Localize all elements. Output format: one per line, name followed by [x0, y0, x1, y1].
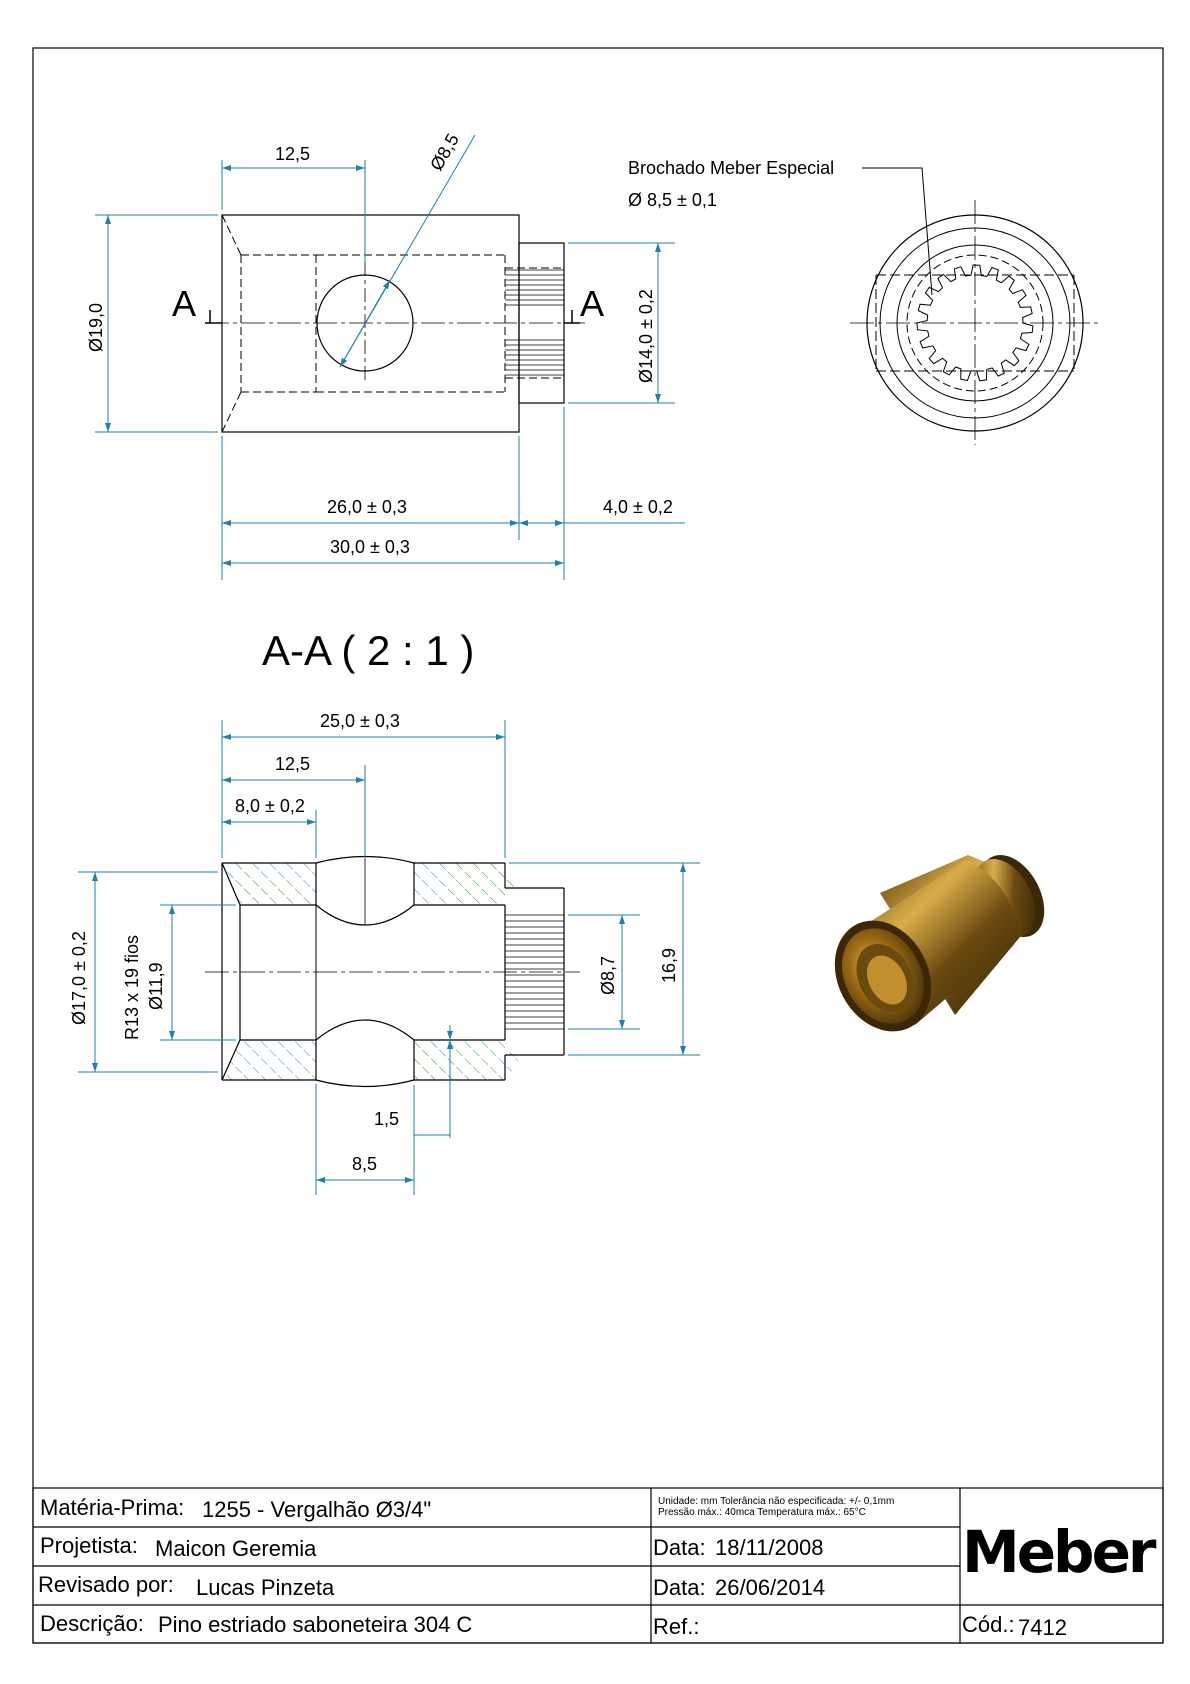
dim-section-hole-width: 8,5 — [352, 1154, 378, 1174]
code-value: 7412 — [1018, 1615, 1067, 1640]
dim-section-center: 12,5 — [275, 754, 311, 774]
front-view — [205, 215, 585, 432]
section-title: A-A ( 2 : 1 ) — [262, 627, 475, 674]
material-value: 1255 - Vergalhão Ø3/4" — [202, 1497, 432, 1522]
date1-value: 18/11/2008 — [715, 1535, 824, 1560]
code-label: Cód.: — [962, 1612, 1015, 1637]
dim-section-thread-dia: Ø11,9 — [146, 962, 166, 1010]
dim-section-wall: 1,5 — [374, 1109, 400, 1129]
dim-section-spline-dia: Ø8,7 — [598, 955, 618, 995]
section-dim-labels — [69, 711, 679, 1174]
dim-front-length-body: 26,0 ± 0,3 — [327, 497, 407, 517]
date1-label: Data: — [653, 1535, 706, 1560]
dim-section-thread: R13 x 19 fios — [122, 934, 142, 1040]
notes-line1: Unidade: mm Tolerância não especificada: +/- 0,1mm — [658, 1496, 895, 1507]
description-label: Descrição: — [40, 1611, 144, 1636]
ref-label: Ref.: — [653, 1614, 700, 1639]
dim-section-total: 25,0 ± 0,3 — [320, 711, 400, 731]
dim-section-outer-dia: Ø17,0 ± 0,2 — [69, 931, 89, 1025]
end-view-note-line2: Ø 8,5 ± 0,1 — [628, 190, 717, 210]
dim-front-diameter-spline: Ø14,0 ± 0,2 — [636, 289, 656, 383]
date2-label: Data: — [653, 1575, 706, 1600]
dim-front-length-total: 30,0 ± 0,3 — [330, 537, 410, 557]
section-mark-right: A — [580, 283, 605, 324]
dim-front-diameter-body: Ø19,0 — [86, 302, 106, 352]
dim-front-length-spline: 4,0 ± 0,2 — [603, 497, 673, 517]
dim-section-height: 16,9 — [659, 947, 679, 983]
designer-label: Projetista: — [40, 1533, 138, 1558]
dim-front-12-5: 12,5 — [275, 144, 311, 164]
section-mark-left: A — [172, 283, 197, 324]
dim-front-diameter-hole: Ø8,5 — [426, 130, 463, 174]
designer-value: Maicon Geremia — [155, 1536, 317, 1561]
notes-line2: Pressão máx.: 40mca Temperatura máx.: 65°C — [658, 1507, 866, 1518]
reviewer-label: Revisado por: — [38, 1572, 174, 1597]
end-view-note-line1: Brochado Meber Especial — [628, 158, 835, 178]
end-view-leader — [862, 168, 932, 295]
reviewer-value: Lucas Pinzeta — [196, 1575, 335, 1600]
part-3d-render — [816, 844, 1057, 1048]
description-value: Pino estriado saboneteira 304 C — [158, 1612, 473, 1637]
company-logo: Meber — [962, 1518, 1154, 1586]
material-label: Matéria-Prima: — [40, 1495, 185, 1520]
end-view — [850, 200, 1100, 445]
front-view-dim-labels — [86, 130, 673, 557]
section-wall-bottom — [222, 1040, 519, 1080]
date2-value: 26/06/2014 — [715, 1575, 826, 1600]
dim-section-bore-depth: 8,0 ± 0,2 — [235, 796, 305, 816]
